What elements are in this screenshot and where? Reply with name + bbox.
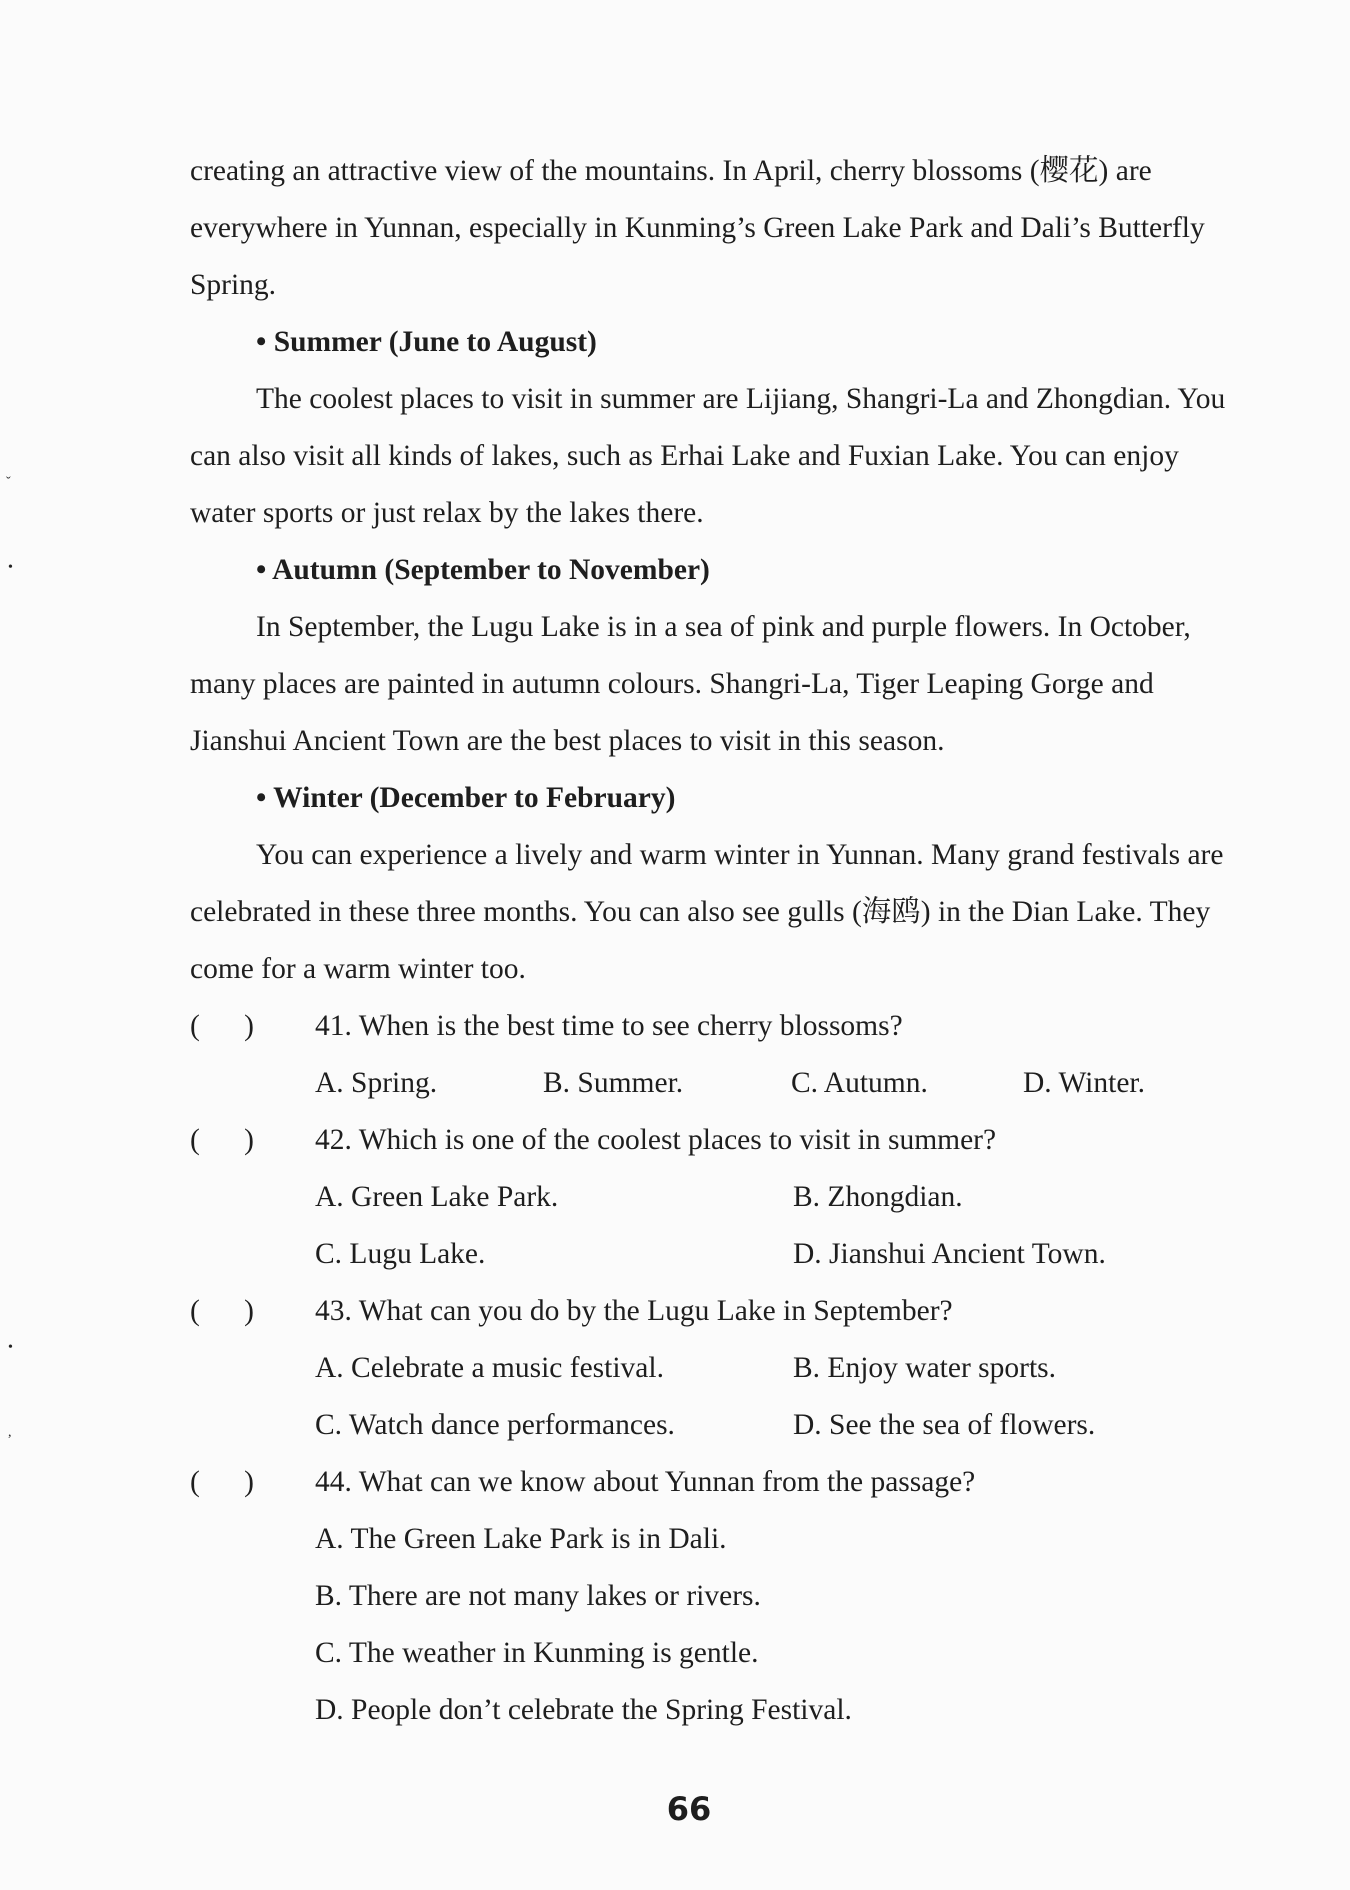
page-number: 66 (666, 1790, 712, 1828)
option-d: D. People don’t celebrate the Spring Festival. (315, 1694, 852, 1726)
option-a: A. Green Lake Park. (315, 1181, 559, 1213)
question-text: 44. What can we know about Yunnan from the passage? (315, 1466, 976, 1498)
question-text: 43. What can you do by the Lugu Lake in September? (315, 1295, 953, 1327)
option-b: B. There are not many lakes or rivers. (315, 1580, 761, 1612)
section-heading-summer: • Summer (June to August) (256, 326, 597, 358)
passage-paragraph-autumn: In September, the Lugu Lake is in a sea of pink and purple flowers. In October, many places are painted in autumn colours. Shangri-La, Tiger Leaping Gorge and Jianshui Ancient Town are the best places to visit in this season. (190, 611, 1191, 757)
question-text: 41. When is the best time to see cherry blossoms? (315, 1010, 903, 1042)
question-41 (190, 998, 1250, 1055)
option-c: C. The weather in Kunming is gentle. (315, 1637, 759, 1669)
passage-body (190, 143, 1250, 1739)
answer-blank[interactable]: ( ) (190, 1295, 254, 1327)
margin-mark: , (8, 1425, 12, 1440)
section-heading-autumn: • Autumn (September to November) (256, 554, 710, 586)
question-41-options (315, 1055, 1250, 1112)
question-42-options-row1 (315, 1169, 1250, 1226)
option-d: D. Winter. (1023, 1067, 1145, 1099)
question-43-options-row2 (315, 1397, 1250, 1454)
option-d: D. Jianshui Ancient Town. (793, 1238, 1106, 1270)
section-heading-winter: • Winter (December to February) (256, 782, 676, 814)
option-a: A. The Green Lake Park is in Dali. (315, 1523, 727, 1555)
answer-blank[interactable]: ( ) (190, 1124, 254, 1156)
option-b: B. Summer. (543, 1067, 684, 1099)
margin-mark: • (8, 1340, 13, 1355)
answer-blank[interactable]: ( ) (190, 1466, 254, 1498)
answer-blank[interactable]: ( ) (190, 1010, 254, 1042)
option-c: C. Lugu Lake. (315, 1238, 486, 1270)
option-a: A. Celebrate a music festival. (315, 1352, 664, 1384)
question-42-options-row2 (315, 1226, 1250, 1283)
passage-paragraph-summer: The coolest places to visit in summer are Lijiang, Shangri-La and Zhongdian. You can also visit all kinds of lakes, such as Erhai Lake and Fuxian Lake. You can enjoy water sports or just relax by the lakes there. (190, 383, 1226, 529)
option-c: C. Watch dance performances. (315, 1409, 675, 1441)
option-c: C. Autumn. (791, 1067, 928, 1099)
question-44 (190, 1454, 1250, 1511)
margin-mark: ˇ (6, 475, 11, 490)
question-text: 42. Which is one of the coolest places to visit in summer? (315, 1124, 997, 1156)
question-42 (190, 1112, 1250, 1169)
passage-paragraph-spring: creating an attractive view of the mountains. In April, cherry blossoms (樱花) are everywhere in Yunnan, especially in Kunming’s Green Lake Park and Dali’s Butterfly Spring. (190, 155, 1205, 301)
option-d: D. See the sea of flowers. (793, 1409, 1096, 1441)
option-a: A. Spring. (315, 1067, 438, 1099)
margin-mark: • (8, 560, 13, 575)
passage-paragraph-winter: You can experience a lively and warm winter in Yunnan. Many grand festivals are celebrated in these three months. You can also see gulls (海鸥) in the Dian Lake. They come for a warm winter too. (190, 839, 1224, 985)
option-b: B. Enjoy water sports. (793, 1352, 1057, 1384)
option-b: B. Zhongdian. (793, 1181, 963, 1213)
question-43 (190, 1283, 1250, 1340)
question-43-options-row1 (315, 1340, 1250, 1397)
